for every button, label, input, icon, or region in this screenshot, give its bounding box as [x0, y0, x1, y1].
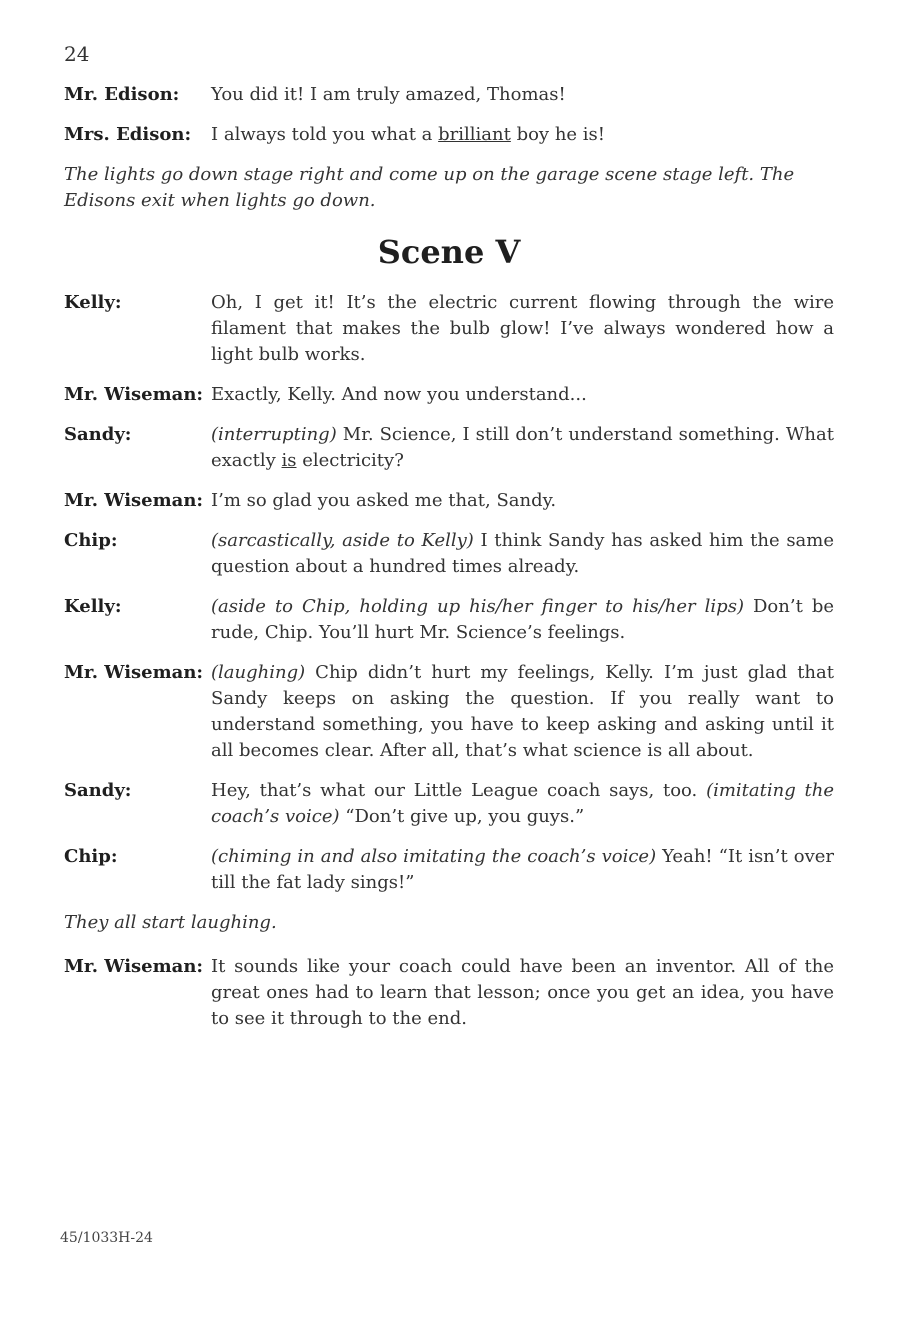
speaker-name: Mr. Edison: — [64, 84, 180, 105]
dialogue-text-part: Chip didn’t hurt my feelings, Kelly. I’m just glad that Sandy keeps on asking the question. If you really want to understand something, you have to keep asking and asking until it all becomes clear. After all, that’s what science is all about. — [211, 662, 834, 761]
speaker-name: Mr. Wiseman: — [64, 384, 204, 405]
dialogue-line — [64, 382, 834, 408]
dialogue-text-part: Yeah! “It isn’t over till the fat lady sings!” — [211, 846, 834, 893]
inline-stage-direction: (chiming in and also imitating the coach’s voice) — [211, 846, 657, 867]
speaker-name: Kelly: — [64, 596, 122, 617]
inline-stage-direction: (sarcastically, aside to Kelly) — [211, 530, 474, 551]
dialogue-text — [211, 594, 834, 646]
speaker-name: Mr. Wiseman: — [64, 956, 204, 977]
scene-title: Scene V — [377, 233, 521, 271]
dialogue-line — [64, 528, 834, 580]
dialogue-line — [64, 660, 834, 764]
dialogue-text-part: boy he is! — [510, 124, 606, 145]
dialogue-text — [211, 528, 834, 580]
dialogue-text-part: Mr. Science, I still don’t understand something. What exactly — [211, 424, 834, 471]
dialogue-text: Exactly, Kelly. And now you understand... — [211, 384, 587, 405]
footer-code: 45/1033H-24 — [60, 1230, 153, 1246]
inline-stage-direction: (imitating the coach’s voice) — [211, 780, 834, 827]
speaker-name: Kelly: — [64, 292, 122, 313]
dialogue-text: Oh, I get it! It’s the electric current flowing through the wire filament that makes the bulb glow! I’ve always wondered how a light bulb works. — [211, 292, 834, 365]
dialogue-line — [64, 594, 834, 646]
dialogue-text: You did it! I am truly amazed, Thomas! — [211, 84, 566, 105]
dialogue-text-part: electricity? — [296, 450, 404, 471]
dialogue-text-part: I always told you what a — [211, 124, 439, 145]
speaker-name: Chip: — [64, 846, 118, 867]
speaker-name: Mr. Wiseman: — [64, 662, 204, 683]
dialogue-text — [211, 660, 834, 764]
script-content — [64, 82, 834, 1046]
dialogue-text-part: “Don’t give up, you guys.” — [339, 806, 585, 827]
dialogue-line — [64, 422, 834, 474]
dialogue-text-part: Hey, that’s what our Little League coach says, too. — [211, 780, 707, 801]
speaker-name: Sandy: — [64, 424, 132, 445]
dialogue-text — [211, 844, 834, 896]
dialogue-line — [64, 122, 834, 148]
underlined-word: brilliant — [438, 124, 511, 145]
dialogue-text — [211, 778, 834, 830]
dialogue-text — [211, 422, 834, 474]
dialogue-line — [64, 844, 834, 896]
dialogue-line — [64, 82, 834, 108]
stage-direction: The lights go down stage right and come up on the garage scene stage left. The Edisons exit when lights go down. — [64, 164, 795, 211]
speaker-name: Mrs. Edison: — [64, 124, 192, 145]
underlined-word: is — [281, 450, 297, 471]
dialogue-line — [64, 488, 834, 514]
inline-stage-direction: (interrupting) — [211, 424, 337, 445]
dialogue-line — [64, 954, 834, 1032]
dialogue-text-part: Don’t be rude, Chip. You’ll hurt Mr. Science’s feelings. — [211, 596, 834, 643]
speaker-name: Sandy: — [64, 780, 132, 801]
stage-direction: They all start laughing. — [64, 912, 277, 933]
inline-stage-direction: (laughing) — [211, 662, 306, 683]
dialogue-text-part: I think Sandy has asked him the same question about a hundred times already. — [211, 530, 835, 577]
dialogue-text: I’m so glad you asked me that, Sandy. — [211, 490, 557, 511]
speaker-name: Mr. Wiseman: — [64, 490, 204, 511]
dialogue-text — [211, 122, 834, 148]
inline-stage-direction: (aside to Chip, holding up his/her finger to his/her lips) — [211, 596, 744, 617]
dialogue-text: It sounds like your coach could have been an inventor. All of the great ones had to learn that lesson; once you get an idea, you have to see it through to the end. — [211, 956, 834, 1029]
dialogue-line — [64, 290, 834, 368]
page-number: 24 — [64, 42, 90, 66]
speaker-name: Chip: — [64, 530, 118, 551]
dialogue-line — [64, 778, 834, 830]
